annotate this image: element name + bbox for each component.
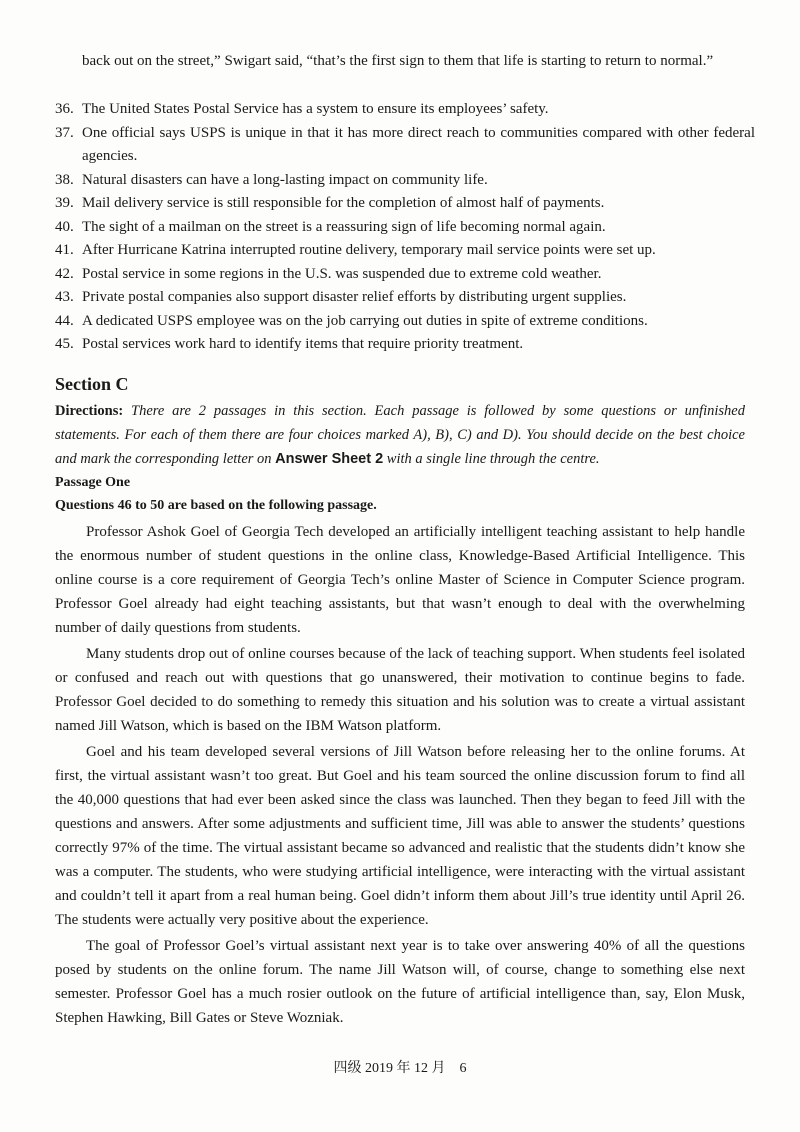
statement-item <box>55 216 755 240</box>
passage-paragraph: Professor Ashok Goel of Georgia Tech developed an artificially intelligent teaching assistant to help handle the enormous number of student questions in the online class, Knowledge-Based Artificial Intelligence. This online course is a core requirement of Georgia Tech’s online Master of Science in Computer Science program. Professor Goel already had eight teaching assistants, but that wasn’t enough to deal with the overwhelming number of daily questions from students. <box>55 524 745 636</box>
statement-number: 41. <box>55 242 74 258</box>
passage-paragraph: Many students drop out of online courses because of the lack of teaching support. When students feel isolated or confused and reach out with questions that go unanswered, their motivation to continue begins to fade. Professor Goel decided to do something to remedy this situation and his solution was to create a virtual assistant named Jill Watson, which is based on the IBM Watson platform. <box>55 646 745 734</box>
statement-item <box>55 286 755 310</box>
passage-body <box>55 520 745 1032</box>
statement-text: A dedicated USPS employee was on the job carrying out duties in spite of extreme conditions. <box>82 312 648 329</box>
section-title: Section C <box>55 374 129 394</box>
answer-sheet-label: Answer Sheet 2 <box>275 451 384 467</box>
statement-text: After Hurricane Katrina interrupted routine delivery, temporary mail service points were set up. <box>82 242 656 258</box>
statement-text: Mail delivery service is still responsible for the completion of almost half of payments. <box>82 195 605 211</box>
statement-item <box>55 192 755 216</box>
directions-text: There are 2 passages in this section. Each passage is followed by some questions or unfinished statements. For each of them there are four choices marked A), B), C) and D). You should decide on the best choice and mark the corresponding letter on <box>55 403 745 467</box>
statement-item <box>55 122 755 169</box>
statement-text: Natural disasters can have a long-lasting impact on community life. <box>82 171 488 188</box>
statement-number: 44. <box>55 312 74 329</box>
statement-number: 40. <box>55 218 74 235</box>
statement-number: 38. <box>55 171 74 188</box>
statement-item <box>55 98 755 122</box>
statement-text: The United States Postal Service has a system to ensure its employees’ safety. <box>82 101 549 117</box>
page-footer: 四级 2019 年 12 月 6 <box>333 1061 467 1076</box>
statement-text: The sight of a mailman on the street is a reassuring sign of life becoming normal again. <box>82 218 606 235</box>
passage-paragraph: The goal of Professor Goel’s virtual assistant next year is to take over answering 40% of all the questions posed by students on the online forum. The name Jill Watson will, of course, change to something else next semester. Professor Goel has a much rosier outlook on the future of artificial intelligence than, say, Elon Musk, Stephen Hawking, Bill Gates or Steve Wozniak. <box>55 938 745 1026</box>
statement-text: Private postal companies also support disaster relief efforts by distributing urgent supplies. <box>82 289 627 305</box>
statement-text: One official says USPS is unique in that it has more direct reach to communities compared with other federal agencies. <box>82 124 755 164</box>
statement-text: Postal services work hard to identify items that require priority treatment. <box>82 336 524 352</box>
statement-number: 36. <box>55 101 74 117</box>
statement-item <box>55 263 755 287</box>
statement-item <box>55 310 755 334</box>
directions <box>55 399 745 471</box>
statement-list <box>55 98 755 357</box>
continuation-text <box>82 50 747 74</box>
statement-number: 43. <box>55 289 74 305</box>
questions-intro: Questions 46 to 50 are based on the following passage. <box>55 498 377 513</box>
continuation-paragraph: back out on the street,” Swigart said, “that’s the first sign to them that life is starting to return to normal.” <box>82 53 714 69</box>
statement-item <box>55 333 755 357</box>
directions-label: Directions: <box>55 403 124 419</box>
statement-number: 42. <box>55 265 74 282</box>
statement-item <box>55 169 755 193</box>
statement-number: 39. <box>55 195 74 211</box>
statement-number: 37. <box>55 124 74 141</box>
statement-number: 45. <box>55 336 74 352</box>
statement-text: Postal service in some regions in the U.S. was suspended due to extreme cold weather. <box>82 265 602 282</box>
directions-text-end: with a single line through the centre. <box>386 451 600 467</box>
statement-item <box>55 239 755 263</box>
passage-paragraph: Goel and his team developed several versions of Jill Watson before releasing her to the online forums. At first, the virtual assistant wasn’t too great. But Goel and his team sourced the online discussion forum to find all the 40,000 questions that had ever been asked since the class was launched. Then they began to feed Jill with the questions and answers. After some adjustments and sufficient time, Jill was able to answer the students’ questions correctly 97% of the time. The virtual assistant became so advanced and realistic that the students didn’t know she was a computer. The students, who were studying artificial intelligence, were interacting with the virtual assistant and couldn’t tell it apart from a real human being. Goel didn’t inform them about Jill’s true identity until April 26. The students were actually very positive about the experience. <box>55 744 745 928</box>
passage-label: Passage One <box>55 475 131 490</box>
